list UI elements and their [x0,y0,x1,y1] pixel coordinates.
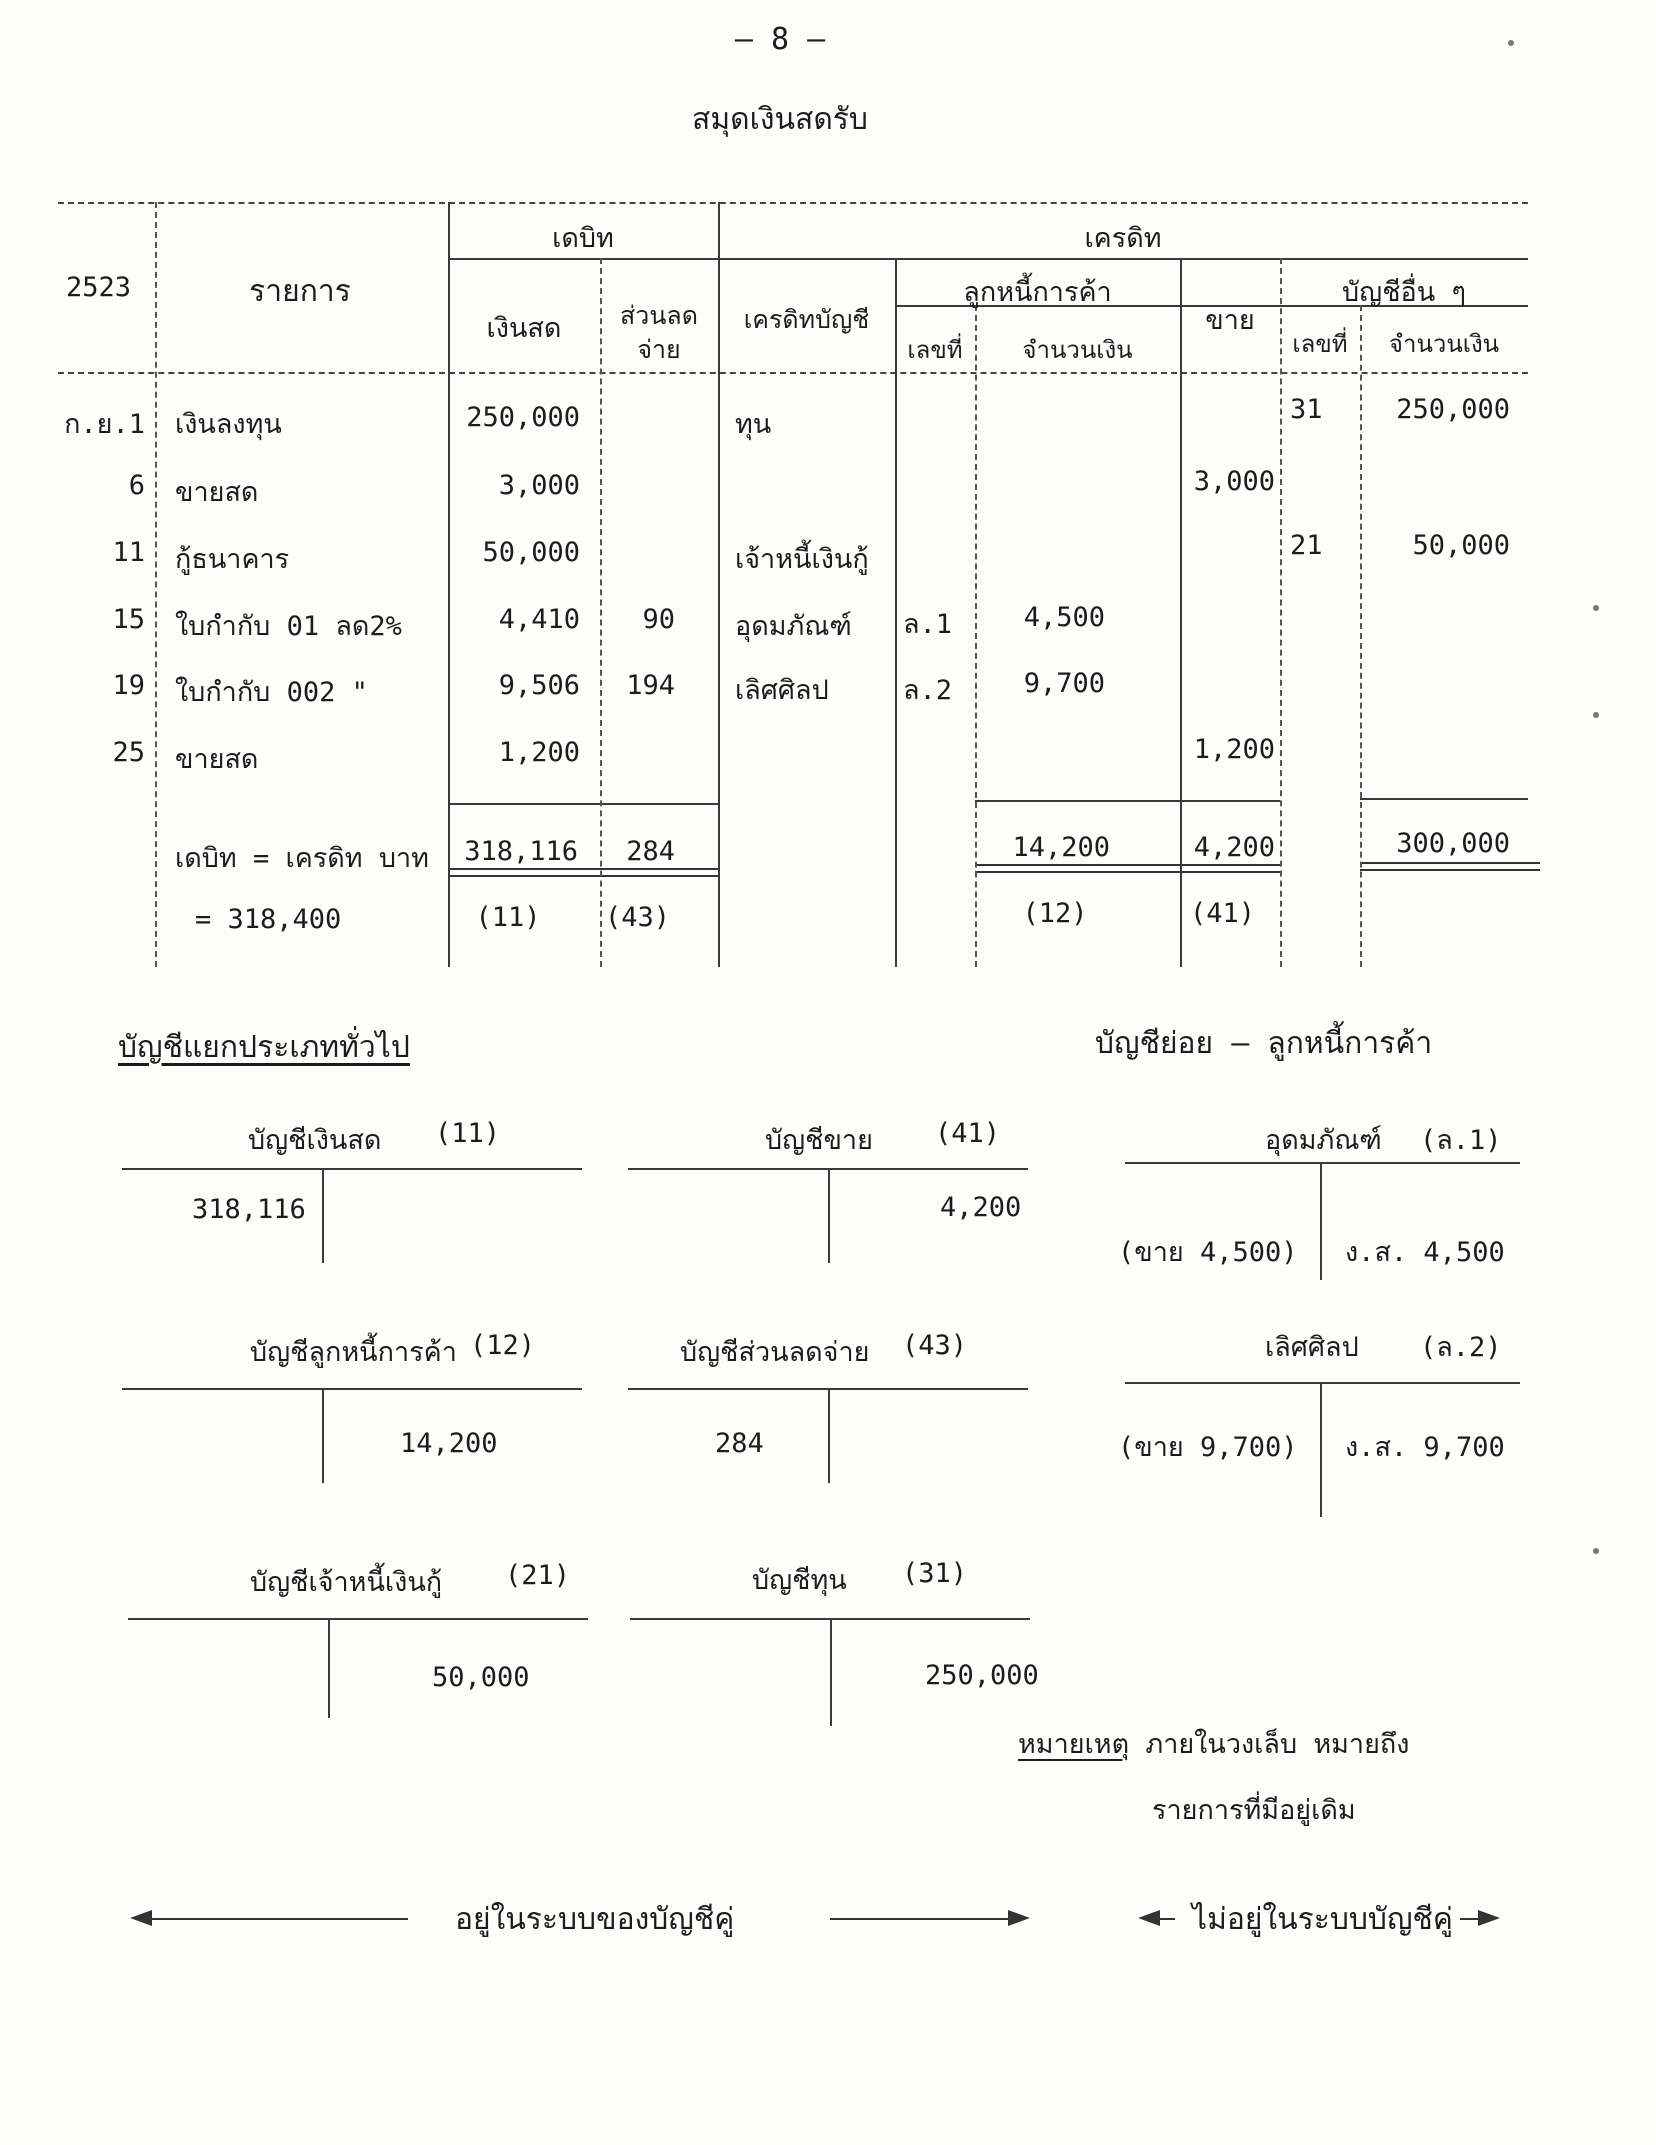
arrow-line [148,1918,408,1920]
total-cash: 318,116 [464,836,578,867]
in-system-label: อยู่ในระบบของบัญชีคู่ [455,1902,735,1937]
row-sales: 3,000 [1193,466,1275,497]
row-cash: 50,000 [482,537,580,568]
account-name: บัญชีทุน [752,1565,847,1596]
row-sales: 1,200 [1193,734,1275,765]
row-cash: 9,506 [498,670,580,701]
total-other: 300,000 [1396,828,1510,859]
row-other-number: 31 [1290,394,1323,425]
row-date: 15 [112,604,145,635]
account-code: (21) [505,1560,571,1591]
account-credit: ง.ส. 9,700 [1345,1432,1505,1463]
arrow-right-icon [1478,1910,1500,1926]
row-date: 19 [112,670,145,701]
ar-number-header: เลขที่ [907,336,963,364]
ar-amount-header: จำนวนเงิน [1022,336,1133,364]
total-ar: 14,200 [1012,832,1110,863]
credit-account-header: เครดิทบัญชี [743,305,870,334]
row-description: ขายสด [175,477,259,508]
total-rule-debit [448,803,718,805]
post-ref-cash: (11) [475,902,541,933]
not-in-system-label: ไม่อยู่ในระบบบัญชีคู่ [1192,1902,1453,1937]
note [1018,1722,1409,1765]
account-code: (11) [435,1118,501,1149]
sub-ledger-title: บัญชีย่อย – ลูกหนี้การค้า [1095,1026,1433,1061]
account-debit: 318,116 [192,1194,306,1225]
row-description: กู้ธนาคาร [175,544,290,575]
total-discount: 284 [626,836,675,867]
discount-header: ส่วนลด [620,301,698,330]
page-title: สมุดเงินสดรับ [692,102,868,137]
account-name: เลิศศิลป [1265,1332,1359,1363]
other-amount-header: จำนวนเงิน [1388,330,1500,358]
t-account-divider [828,1388,830,1483]
arrow-line [830,1918,1010,1920]
account-name: บัญชีเจ้าหนี้เงินกู้ [250,1567,443,1598]
account-credit: 4,200 [940,1192,1022,1223]
account-debit: (ขาย 9,700) [1118,1432,1298,1463]
post-ref-sales: (41) [1190,898,1256,929]
row-cash: 3,000 [498,470,580,501]
account-code: (ล.1) [1420,1125,1502,1156]
double-rule-credit [975,864,1280,873]
account-name: บัญชีลูกหนี้การค้า [250,1337,457,1368]
account-credit: ง.ส. 4,500 [1345,1237,1505,1268]
account-name: บัญชีส่วนลดจ่าย [680,1337,870,1368]
row-credit-account: เลิศศิลป [735,675,829,706]
account-code: (ล.2) [1420,1332,1502,1363]
total-label: เดบิท = เครดิท บาท [175,843,429,874]
table-top-rule [58,202,1528,204]
row-description: ขายสด [175,744,259,775]
row-date: ก.ย.1 [64,409,145,440]
equal-total: = 318,400 [195,904,342,935]
arrow-line [1155,1918,1175,1920]
cash-header: เงินสด [486,313,562,344]
scan-speck [1593,712,1599,718]
t-account-divider [322,1388,324,1483]
row-ar-amount: 9,700 [1023,668,1105,699]
total-rule-credit [975,800,1280,802]
general-ledger-title: บัญชีแยกประเภททั่วไป [118,1030,410,1065]
post-ref-discount: (43) [605,902,671,933]
other-number-header: เลขที่ [1292,330,1348,358]
row-cash: 1,200 [498,737,580,768]
row-ar-number: ล.1 [903,609,953,640]
note-text-2: รายการที่มีอยู่เดิม [1152,1795,1356,1826]
col-rule [975,305,977,967]
row-description: ใบกำกับ 002 " [175,677,368,708]
t-account-top [1125,1162,1520,1164]
note-label: หมายเหตุ [1018,1729,1130,1760]
row-other-amount: 250,000 [1396,394,1510,425]
row-ar-number: ล.2 [903,675,953,706]
row-cash: 250,000 [466,402,580,433]
row-credit-account: เจ้าหนี้เงินกู้ [735,544,869,575]
account-code: (43) [902,1330,968,1361]
row-date: 25 [112,737,145,768]
t-account-divider [828,1168,830,1263]
col-rule [155,202,157,967]
row-credit-account: ทุน [735,409,772,440]
scan-speck [1593,1548,1599,1554]
post-ref-ar: (12) [1022,898,1088,929]
credit-header: เครดิท [1084,223,1162,254]
account-credit: 14,200 [400,1428,498,1459]
sales-header: ขาย [1205,305,1255,336]
row-other-number: 21 [1290,530,1323,561]
account-debit: 284 [715,1428,764,1459]
header-bottom-rule [58,372,1528,374]
arrow-right-icon [1008,1910,1030,1926]
t-account-top [1125,1382,1520,1384]
row-description: ใบกำกับ 01 ลด2% [175,611,402,642]
row-other-amount: 50,000 [1412,530,1510,561]
row-credit-account: อุดมภัณฑ์ [735,611,852,642]
row-discount: 90 [642,604,675,635]
other-accounts-header: บัญชีอื่น ๆ [1342,277,1466,308]
row-ar-amount: 4,500 [1023,602,1105,633]
account-code: (41) [935,1118,1001,1149]
row-date: 11 [112,537,145,568]
scan-speck [1508,40,1514,46]
account-code: (12) [470,1330,536,1361]
debit-header: เดบิท [552,223,614,254]
row-description: เงินลงทุน [175,409,282,440]
description-header: รายการ [249,274,351,309]
account-credit: 250,000 [925,1660,1039,1691]
year-header: 2523 [66,272,132,303]
row-date: 6 [128,470,145,501]
t-account-top [122,1388,582,1390]
row-cash: 4,410 [498,604,580,635]
row-discount: 194 [626,670,675,701]
t-account-divider [328,1618,330,1718]
account-credit: 50,000 [432,1662,530,1693]
t-account-top [122,1168,582,1170]
t-account-divider [1320,1162,1322,1280]
t-account-divider [1320,1382,1322,1517]
account-debit: (ขาย 4,500) [1118,1237,1298,1268]
account-name: บัญชีเงินสด [248,1125,382,1156]
total-rule-other [1360,798,1528,800]
account-name: อุดมภัณฑ์ [1265,1125,1382,1156]
account-code: (31) [902,1558,968,1589]
discount-header-2: จ่าย [637,335,681,364]
scan-speck [1593,605,1599,611]
double-rule-debit [448,868,718,877]
arrow-line [1460,1918,1480,1920]
accounts-receivable-header: ลูกหนี้การค้า [963,277,1112,308]
total-sales: 4,200 [1193,832,1275,863]
account-name: บัญชีขาย [765,1125,873,1156]
t-account-divider [830,1618,832,1726]
note-text: ภายในวงเล็บ หมายถึง [1145,1729,1410,1760]
t-account-divider [322,1168,324,1263]
double-rule-other [1360,862,1540,871]
col-rule [1280,258,1282,967]
t-account-top [128,1618,588,1620]
page-number: – 8 – [734,22,826,57]
